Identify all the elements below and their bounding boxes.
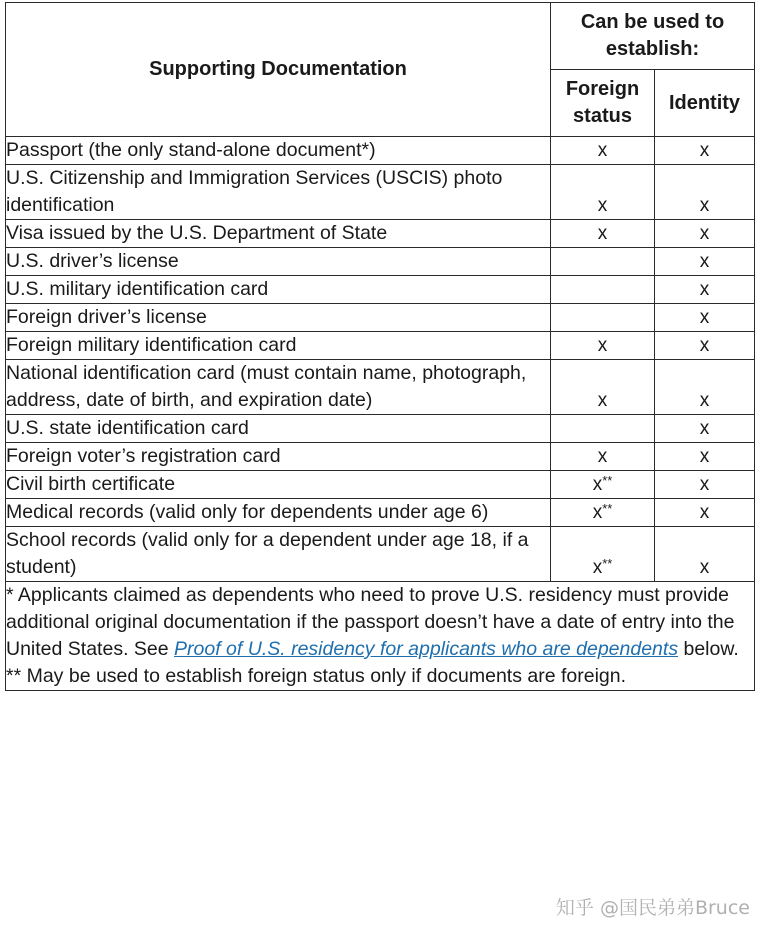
document-name: U.S. state identification card xyxy=(6,415,551,443)
identity-header: Identity xyxy=(655,70,755,137)
supporting-documentation-header: Supporting Documentation xyxy=(6,3,551,137)
table-row xyxy=(6,332,755,360)
identity-mark: x xyxy=(655,415,755,443)
document-name: Foreign voter’s registration card xyxy=(6,443,551,471)
foreign-status-footnote-marker: ** xyxy=(602,556,613,571)
documentation-table xyxy=(5,2,755,691)
foreign-status-mark xyxy=(551,220,655,248)
foreign-status-mark xyxy=(551,137,655,165)
document-name: Civil birth certificate xyxy=(6,471,551,499)
identity-mark: x xyxy=(655,332,755,360)
foreign-status-mark-text: x xyxy=(597,390,608,411)
identity-mark: x xyxy=(655,248,755,276)
foreign-status-mark xyxy=(551,443,655,471)
document-name: Foreign driver’s license xyxy=(6,304,551,332)
foreign-status-mark-text: x xyxy=(597,140,608,161)
table-row xyxy=(6,165,755,220)
document-name: Foreign military identification card xyxy=(6,332,551,360)
document-name: U.S. driver’s license xyxy=(6,248,551,276)
foreign-status-footnote-marker: ** xyxy=(602,473,613,488)
footnotes xyxy=(6,582,755,691)
table-row xyxy=(6,276,755,304)
foreign-status-mark-text: x xyxy=(592,474,603,495)
identity-mark: x xyxy=(655,276,755,304)
document-name: School records (valid only for a dependent under age 18, if a student) xyxy=(6,527,551,582)
document-name: Passport (the only stand-alone document*) xyxy=(6,137,551,165)
identity-mark: x xyxy=(655,220,755,248)
identity-mark: x xyxy=(655,499,755,527)
identity-mark: x xyxy=(655,527,755,582)
foreign-status-mark-text: x xyxy=(592,502,603,523)
identity-mark: x xyxy=(655,304,755,332)
foreign-status-mark xyxy=(551,415,655,443)
table-row xyxy=(6,137,755,165)
foreign-status-footnote-marker: ** xyxy=(602,501,613,516)
table-row xyxy=(6,443,755,471)
identity-mark: x xyxy=(655,165,755,220)
table-row xyxy=(6,220,755,248)
table-row xyxy=(6,471,755,499)
can-be-used-header: Can be used to establish: xyxy=(551,3,755,70)
foreign-status-mark xyxy=(551,165,655,220)
proof-of-residency-link[interactable]: Proof of U.S. residency for applicants who are dependents xyxy=(174,638,679,660)
document-name: Visa issued by the U.S. Department of State xyxy=(6,220,551,248)
watermark: 知乎 @国民弟弟Bruce xyxy=(555,897,750,919)
document-name: National identification card (must contain name, photograph, address, date of birth, and expiration date) xyxy=(6,360,551,415)
foreign-status-mark-text: x xyxy=(597,195,608,216)
foreign-status-header: Foreign status xyxy=(551,70,655,137)
footnote-residency xyxy=(6,582,754,663)
foreign-status-mark xyxy=(551,499,655,527)
table-body xyxy=(6,137,755,582)
foreign-status-mark xyxy=(551,304,655,332)
identity-mark: x xyxy=(655,360,755,415)
foreign-status-mark xyxy=(551,527,655,582)
document-name: U.S. Citizenship and Immigration Services (USCIS) photo identification xyxy=(6,165,551,220)
table-row xyxy=(6,248,755,276)
foreign-status-mark-text: x xyxy=(592,557,603,578)
foreign-status-mark xyxy=(551,332,655,360)
table-row xyxy=(6,304,755,332)
foreign-status-mark-text: x xyxy=(597,335,608,356)
foreign-status-mark-text: x xyxy=(597,446,608,467)
document-name: U.S. military identification card xyxy=(6,276,551,304)
footnote-residency-text: * Applicants claimed as dependents who need to prove U.S. residency must provide additional original documentation if the passport doesn’t have a date of entry into the United States. See xyxy=(6,584,735,660)
foreign-status-mark xyxy=(551,471,655,499)
table-row xyxy=(6,527,755,582)
foreign-status-mark xyxy=(551,248,655,276)
table-row xyxy=(6,415,755,443)
identity-mark: x xyxy=(655,471,755,499)
footnote-foreign-status: ** May be used to establish foreign status only if documents are foreign. xyxy=(6,665,627,687)
foreign-status-mark xyxy=(551,276,655,304)
identity-mark: x xyxy=(655,137,755,165)
table-row xyxy=(6,360,755,415)
footnote-residency-end: below. xyxy=(678,638,739,660)
identity-mark: x xyxy=(655,443,755,471)
foreign-status-mark-text: x xyxy=(597,223,608,244)
document-name: Medical records (valid only for dependents under age 6) xyxy=(6,499,551,527)
table-row xyxy=(6,499,755,527)
foreign-status-mark xyxy=(551,360,655,415)
